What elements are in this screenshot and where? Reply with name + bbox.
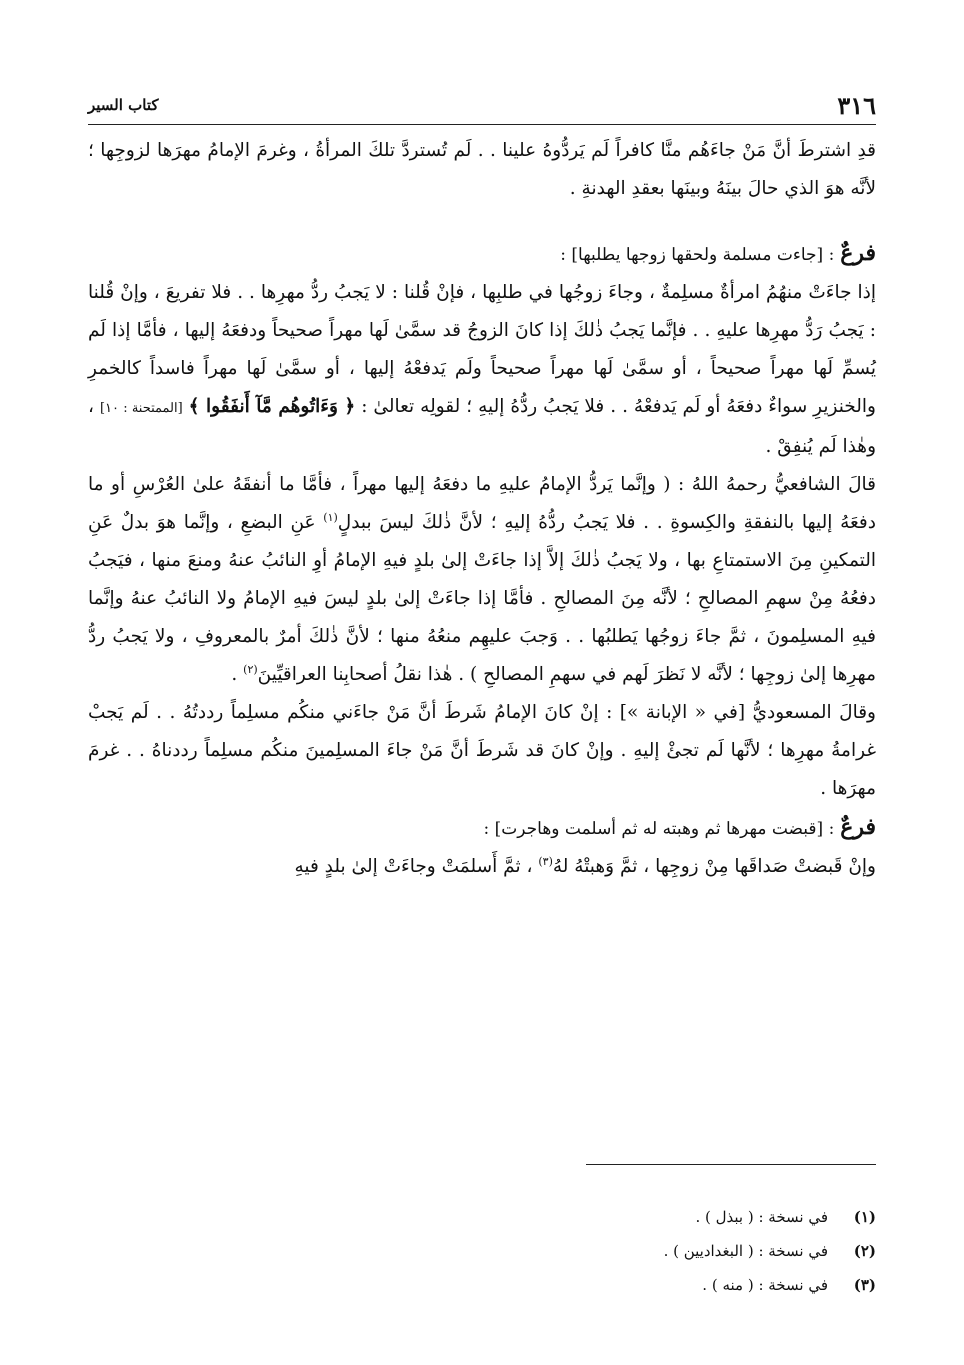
footnote-number: (١) <box>853 1208 876 1226</box>
running-title: كتاب السير <box>88 96 159 114</box>
footnote-ref-1[interactable]: (١) <box>323 510 338 524</box>
paragraph-2 <box>88 274 876 466</box>
footnote-text: في نسخة : ( البغداديين ) . <box>663 1242 828 1260</box>
paragraph-5-end: ، ثمَّ أَسلمَتْ وجاءَتْ إلىٰ بلدٍ فيهِ <box>294 856 533 877</box>
page-number: ٣١٦ <box>837 90 876 120</box>
far-title: : [جاءت مسلمة ولحقها زوجها يطلبها] : <box>560 245 835 265</box>
paragraph-2-text: إذا جاءَتْ منهُمُ امرأةٌ مسلِمةٌ ، وجاءَ زوجُها في طلبِها ، فإنْ قُلنا : لا يَجبُ ردُّ مهرِها . . فلا تفريعَ ، وإنْ قُلنا : يَجبُ رَدُّ مهرِها عليهِ . . فإنَّما يَجبُ ذٰلكَ إذا كانَ الزوجُ قد سمَّىٰ لَها مهراً صحيحاً ودفعَهُ إليها ، فأمَّا إذا لَم يُسمِّ لَها مهراً صحيحاً ، أو سمَّىٰ لَها مهراً صحيحاً ولَم يَدفعْهُ إليها ، أو سمَّىٰ لَها مهراً فاسداً كالخمرِ والخنزيرِ سواءٌ دفعَهُ أو لَم يَدفعْهُ . . فلا يَجبُ ردُّهُ إليهِ ؛ لقولِه تعالىٰ : <box>88 282 876 417</box>
paragraph-5 <box>88 848 876 886</box>
quran-verse: ﴿ وَءَاتُوهُم مَّآ أَنفَقُوا ﴾ <box>188 396 356 417</box>
far-label: فرعٌ <box>840 240 876 266</box>
footnote-ref-3[interactable]: (٣) <box>538 854 553 868</box>
far-title: : [قبضت مهرها ثم وهبته له ثم أسلمت وهاجرت] : <box>483 819 835 839</box>
paragraph-3-text-cont: عَنِ البضعِ ، وإنَّما هوَ بدلٌ عَنِ التمكينِ مِنَ الاستمتاعِ بها ، ولا يَجبُ ذٰلكَ إلاَّ إذا جاءَتْ إلىٰ بلدٍ فيهِ الإمامُ أوِ النائبُ عنهُ ومنعَ منها ، فيَجبُ دفعُهُ مِنْ سهمِ المصالحِ ؛ لأنَّه مِنَ المصالحِ . فأمَّا إذا جاءَتْ إلىٰ بلدٍ ليسَ فيهِ الإمامُ ولا النائبُ عنهُ وإنَّما فيهِ المسلِمونَ ، ثمَّ جاءَ زوجُها يَطلبُها . . وَجبَ عليهِم منعُهُ منها ؛ لأنَّ ذٰلكَ أمرٌ بالمعروفِ ، ولا يَجبُ ردُّ مهرِها إلىٰ زوجِها ؛ لأنَّه لا نَظرَ لَهم في سهمِ المصالحِ ) . هٰذا نقلُ أصحابِنا العراقيِّينَ <box>88 512 876 685</box>
paragraph-1: قدِ اشترطَ أنَّ مَنْ جاءَهُم منَّا كافراً لَم يَردُّوهُ علينا . . لَم تُستردَّ تلكَ المرأةُ ، وغرمَ الإمامُ مهرَها لزوجِها ؛ لأنَّه هوَ الذي حالَ بينَهُ وبينَها بعقدِ الهدنةِ . <box>88 140 876 199</box>
paragraph-3-end: . <box>231 664 238 685</box>
paragraph-5-text: وإنْ قَبضتْ صَداقَها مِنْ زوجِها ، ثمَّ وَهبتْهُ لهُ <box>552 856 876 877</box>
header-divider <box>88 124 876 125</box>
footnote-number: (٣) <box>853 1276 876 1294</box>
footnote-item <box>88 1268 876 1302</box>
section-spacer <box>88 208 876 234</box>
footnote-ref-2[interactable]: (٢) <box>243 662 258 676</box>
footnote-text: في نسخة : ( ببذل ) . <box>695 1208 828 1226</box>
verse-reference: [الممتحنة : ١٠] <box>99 401 183 416</box>
section-heading-1 <box>88 234 876 274</box>
footnote-item <box>88 1234 876 1268</box>
paragraph-4: وقالَ المسعوديُّ [في « الإبانة »] : إنْ كانَ الإمامُ شَرطَ أنَّ مَنْ جاءَني منكُم مسلِماً رددتُهُ . . لَم يَجبْ غرامةُ مهرِها ؛ لأنَّها لَم تجئْ إليهِ . وإنْ كانَ قد شَرطَ أنَّ مَنْ جاءَ المسلِمينَ منكُم مسلِماً رددناهُ . . غرمَ مهرَها . <box>88 702 876 799</box>
footnote-text: في نسخة : ( منه ) . <box>702 1276 828 1294</box>
footnote-divider <box>586 1164 876 1165</box>
page-header <box>88 90 876 120</box>
footnote-number: (٢) <box>853 1242 876 1260</box>
footnote-item <box>88 1200 876 1234</box>
paragraph-2-end: ، وهٰذا لَم يُنفِقْ . <box>88 396 876 457</box>
paragraph-3 <box>88 466 876 694</box>
section-heading-2 <box>88 808 876 848</box>
paragraph-3-text: قالَ الشافعيُّ رحمهُ اللهُ : ( وإنَّما يَردُّ الإمامُ عليهِ ما دفعَهُ إليها مهراً ، فأمَّا ما أنفقَهُ علىٰ العُرْسِ أو ما دفعَهُ إليها بالنفقةِ والكِسوةِ . . فلا يَجبُ ردُّهُ إليهِ ؛ لأنَّ ذٰلكَ ليسَ ببدلٍ <box>88 474 876 533</box>
main-text <box>88 132 876 886</box>
far-label: فرعٌ <box>840 814 876 840</box>
footnotes <box>88 1200 876 1302</box>
